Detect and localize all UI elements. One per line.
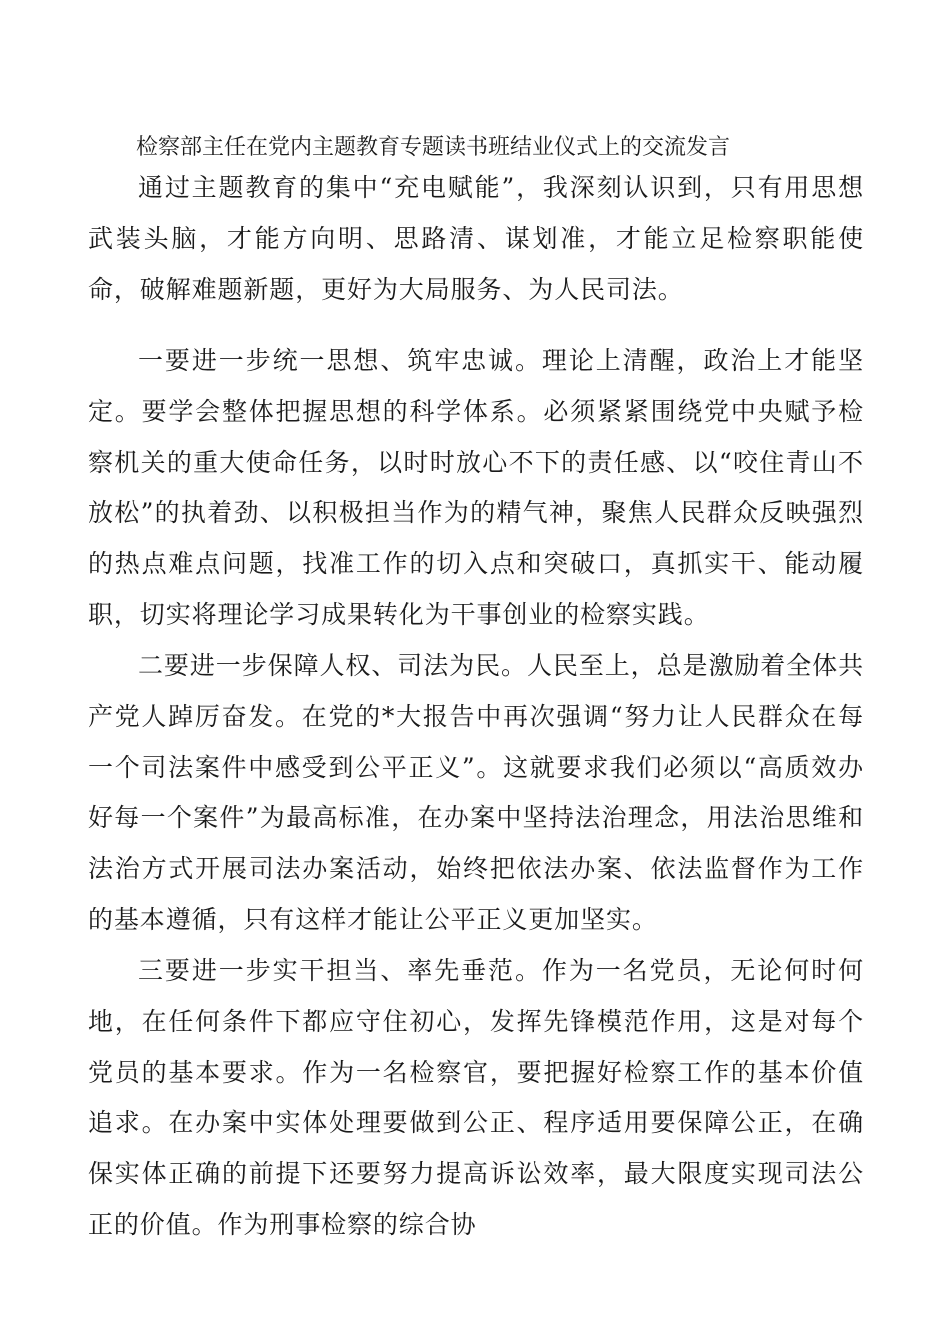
- paragraph-point-three: 三要进一步实干担当、率先垂范。作为一名党员，无论何时何地，在任何条件下都应守住初心，发挥先锋模范作用，这是对每个党员的基本要求。作为一名检察官，要把握好检察工作的基本价值追求。在办案中实体处理要做到公正、程序适用要保障公正，在确保实体正确的前提下还要努力提高诉讼效率，最大限度实现司法公正的价值。作为刑事检察的综合协: [88, 956, 864, 1239]
- document-title: 检察部主任在党内主题教育专题读书班结业仪式上的交流发言: [136, 135, 731, 160]
- paragraph-point-two: 二要进一步保障人权、司法为民。人民至上，总是激励着全体共产党人踔厉奋发。在党的*大报告中再次强调“努力让人民群众在每一个司法案件中感受到公平正义”。这就要求我们必须以“高质效办好每一个案件”为最高标准，在办案中坚持法治理念，用法治思维和法治方式开展司法办案活动，始终把依法办案、依法监督作为工作的基本遵循，只有这样才能让公平正义更加坚实。: [88, 651, 864, 934]
- paragraph-intro: 通过主题教育的集中“充电赋能”，我深刻认识到，只有用思想武装头脑，才能方向明、思路清、谋划准，才能立足检察职能使命，破解难题新题，更好为大局服务、为人民司法。: [88, 173, 864, 304]
- paragraph-point-one: 一要进一步统一思想、筑牢忠诚。理论上清醒，政治上才能坚定。要学会整体把握思想的科学体系。必须紧紧围绕党中央赋予检察机关的重大使命任务，以时时放心不下的责任感、以“咬住青山不放松”的执着劲、以积极担当作为的精气神，聚焦人民群众反映强烈的热点难点问题，找准工作的切入点和突破口，真抓实干、能动履职，切实将理论学习成果转化为干事创业的检察实践。: [88, 346, 864, 629]
